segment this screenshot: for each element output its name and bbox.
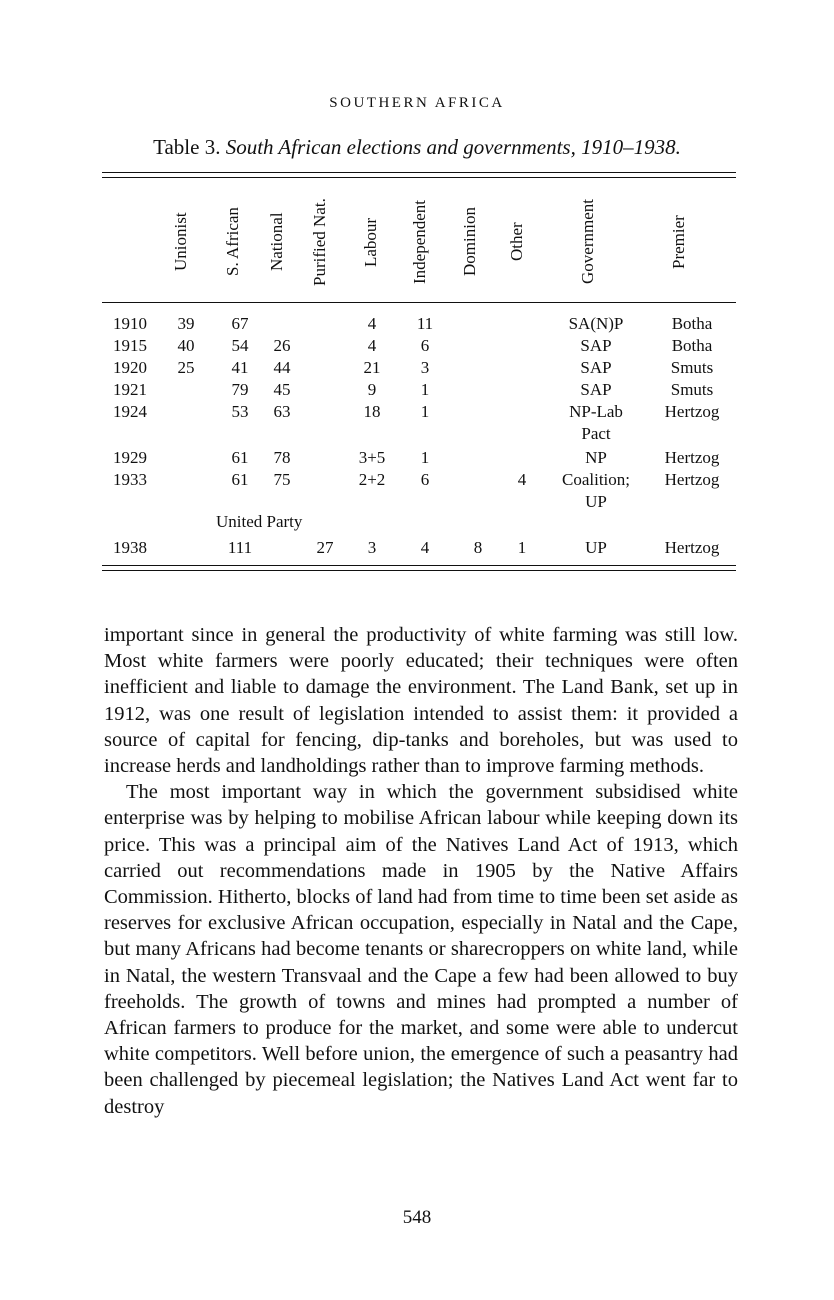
table-cell-premier: Botha <box>671 336 713 355</box>
table-cell-national: 78 <box>273 448 291 467</box>
table-cell-government-continued: UP <box>585 492 607 511</box>
table-cell-s-african: 61 <box>231 470 249 489</box>
table-cell-government: SAP <box>580 358 612 377</box>
table-cell-government-continued: Pact <box>581 424 611 443</box>
column-header-label: Purified Nat. <box>310 198 329 286</box>
table-cell-independent: 1 <box>420 448 430 467</box>
table-cell-government: Coalition; <box>562 470 630 489</box>
table-cell-premier: Hertzog <box>664 470 720 489</box>
column-header <box>361 190 391 294</box>
column-header-label: S. African <box>223 207 242 277</box>
column-header-label: Labour <box>361 217 380 267</box>
table-cell-year: 1921 <box>113 380 147 399</box>
table-cell-labour: 21 <box>363 358 381 377</box>
table-top-rule-2 <box>102 177 736 178</box>
column-header-label: Independent <box>410 199 429 285</box>
column-header <box>578 190 608 294</box>
table-cell-year: 1924 <box>113 402 147 421</box>
united-party-label: United Party <box>216 512 303 531</box>
table-cell-year: 1915 <box>113 336 147 355</box>
table-cell-unionist: 40 <box>177 336 195 355</box>
table-cell-independent: 3 <box>420 358 430 377</box>
running-head: SOUTHERN AFRICA <box>329 95 505 111</box>
table-cell-government: UP <box>585 538 607 557</box>
table-cell-premier: Botha <box>671 314 713 333</box>
table-cell-labour: 4 <box>367 336 377 355</box>
column-header <box>669 190 699 294</box>
table-cell-independent: 1 <box>420 402 430 421</box>
paragraph: The most important way in which the government subsidised white enterprise was by helping to mobilise African labour while keeping down its price. This was a principal aim of the Natives Land Act of 1913, which carried out recommendations made in 1905 by the Native Affairs Commission. Hitherto, blocks of land had from time to time been set aside as reserves for exclusive African occupation, especially in Natal and the Cape, but many Africans had become tenants or sharecroppers on white land, while in Natal, the western Transvaal and the Cape a few had been allowed to buy freeholds. The growth of towns and mines had prompted a number of African farmers to produce for the market, and some were able to undercut white competitors. Well before union, the emergence of such a peasantry had been challenged by piecemeal legislation; the Natives Land Act went far to destroy <box>104 781 738 1118</box>
table-cell-s-african: 111 <box>227 538 253 557</box>
table-cell-independent: 6 <box>420 336 430 355</box>
caption-prefix: Table 3. <box>153 135 221 159</box>
table-cell-purified: 27 <box>316 538 334 557</box>
table-cell-national: 44 <box>273 358 291 377</box>
table-cell-unionist: 39 <box>177 314 195 333</box>
table-bottom-rule <box>102 565 736 566</box>
caption-title: South African elections and governments, 1910–1938. <box>225 135 681 159</box>
table-cell-s-african: 61 <box>231 448 249 467</box>
table-cell-labour: 18 <box>363 402 381 421</box>
table-cell-year: 1910 <box>113 314 147 333</box>
body-text <box>104 622 738 1120</box>
table-cell-labour: 3 <box>367 538 377 557</box>
table-cell-s-african: 79 <box>231 380 249 399</box>
table-cell-premier: Hertzog <box>664 448 720 467</box>
table-cell-government: SAP <box>580 380 612 399</box>
table-cell-government: NP-Lab <box>569 402 623 421</box>
table-cell-unionist: 25 <box>177 358 195 377</box>
table-top-rule <box>102 172 736 173</box>
table-cell-other: 4 <box>517 470 527 489</box>
column-header <box>507 190 537 294</box>
table-caption <box>0 135 834 160</box>
table-cell-national: 45 <box>273 380 291 399</box>
table-cell-premier: Hertzog <box>664 538 720 557</box>
table-cell-s-african: 41 <box>231 358 249 377</box>
table-cell-national: 75 <box>273 470 291 489</box>
table-cell-premier: Smuts <box>670 358 714 377</box>
column-header-label: Unionist <box>171 212 190 272</box>
table-cell-premier: Hertzog <box>664 402 720 421</box>
column-header <box>310 190 340 294</box>
table-cell-national: 26 <box>273 336 291 355</box>
column-header <box>267 190 297 294</box>
column-header <box>410 190 440 294</box>
table-cell-independent: 1 <box>420 380 430 399</box>
table-cell-independent: 4 <box>420 538 430 557</box>
table-cell-independent: 6 <box>420 470 430 489</box>
table-cell-labour: 4 <box>367 314 377 333</box>
table-cell-labour: 2+2 <box>358 470 386 489</box>
table-bottom-rule-2 <box>102 570 736 571</box>
table-cell-dominion: 8 <box>473 538 483 557</box>
table-cell-s-african: 53 <box>231 402 249 421</box>
table-cell-year: 1920 <box>113 358 147 377</box>
table-cell-labour: 9 <box>367 380 377 399</box>
paragraph: important since in general the productivity of white farming was still low. Most white farmers were poorly educated; their techniques were often inefficient and liable to damage the environment. The Land Bank, set up in 1912, was one result of legislation intended to assist them: it provided a source of capital for fencing, dip-tanks and boreholes, but was used to increase herds and landholdings rather than to improve farming methods. <box>104 624 738 778</box>
table-cell-other: 1 <box>517 538 527 557</box>
column-header <box>460 190 490 294</box>
table-cell-year: 1929 <box>113 448 147 467</box>
column-header-label: Dominion <box>460 207 479 277</box>
table-cell-national: 63 <box>273 402 291 421</box>
column-header <box>171 190 201 294</box>
table-cell-year: 1933 <box>113 470 147 489</box>
column-header-label: Government <box>578 199 597 285</box>
column-header <box>223 190 253 294</box>
table-cell-s-african: 67 <box>231 314 249 333</box>
table-cell-independent: 11 <box>416 314 434 333</box>
table-cell-year: 1938 <box>113 538 147 557</box>
table-cell-government: NP <box>585 448 607 467</box>
table-cell-s-african: 54 <box>231 336 249 355</box>
table-cell-government: SA(N)P <box>568 314 624 333</box>
table-cell-government: SAP <box>580 336 612 355</box>
column-header-label: Premier <box>669 215 688 269</box>
page-number: 548 <box>402 1207 432 1228</box>
header-rule <box>102 302 736 303</box>
column-header-label: Other <box>507 222 526 262</box>
column-header-label: National <box>267 212 286 272</box>
table-cell-premier: Smuts <box>670 380 714 399</box>
table-cell-labour: 3+5 <box>358 448 386 467</box>
